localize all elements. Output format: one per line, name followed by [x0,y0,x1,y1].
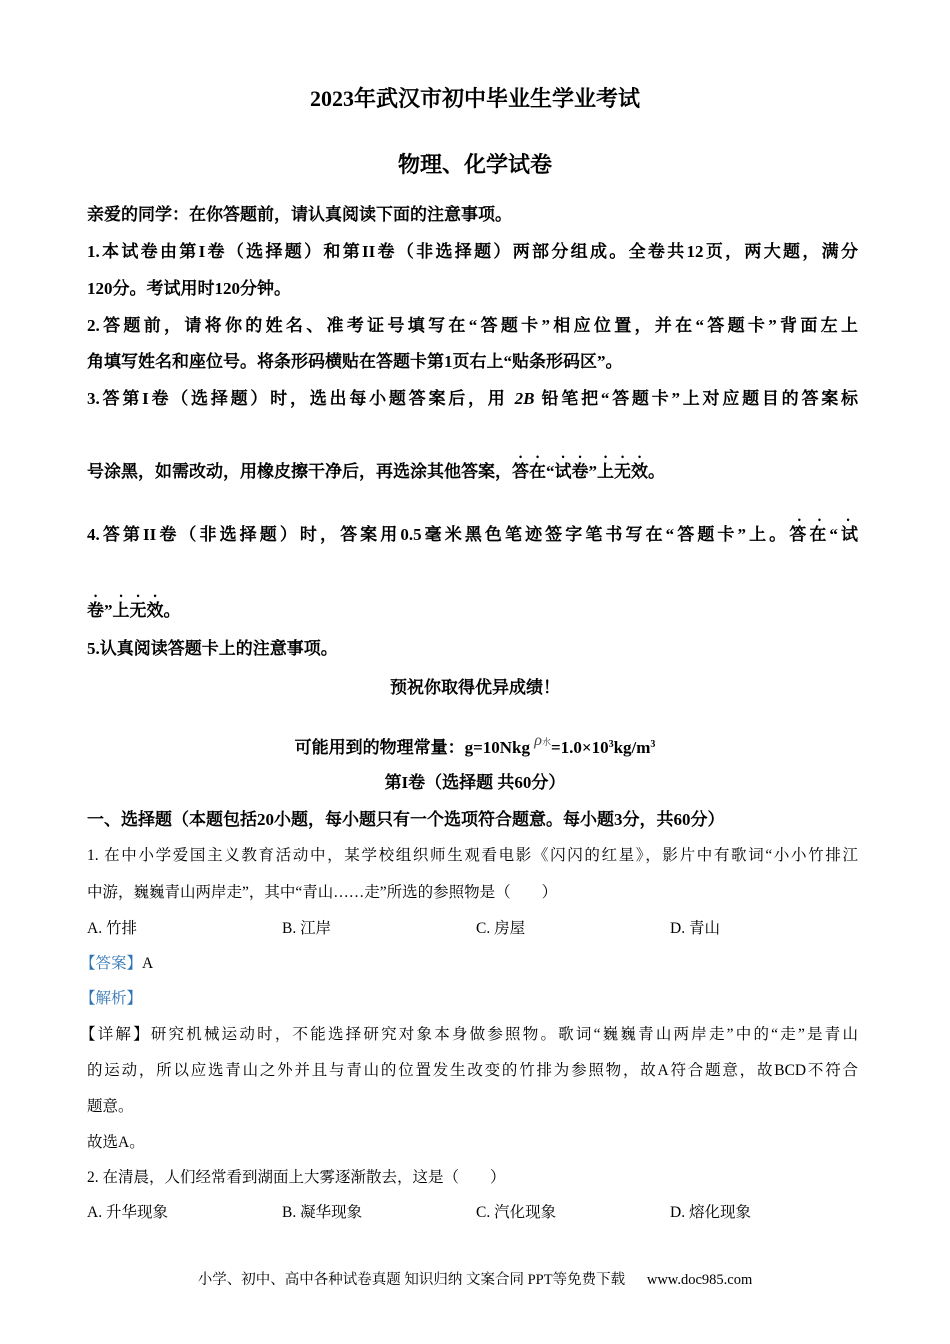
rho: ρ [534,732,542,749]
physics-constants [0,730,950,759]
rho-subscript: 水 [541,737,551,747]
q1-option-b: B. 江岸 [282,920,332,937]
section-title: 第I卷（选择题 共60分） [384,773,566,792]
text: 号涂黑，如需改动，用橡皮擦干净后，再选涂其他答案， [87,462,512,481]
text: 3.答第I卷（选择题）时，选出每小题答案后，用 [87,389,508,408]
q1-detail-end: 题意。 [87,1098,134,1115]
answer-value: A [142,955,154,972]
detail-label: 【详解】 [80,1026,151,1043]
wish-text: 预祝你取得优异成绩！ [390,678,560,697]
exam-subtitle: 物理、化学试卷 [397,152,552,177]
question-2-stem: 2. 在清晨，人们经常看到湖面上大雾逐渐散去，这是（ ） [87,1169,506,1186]
q1-option-d: D. 青山 [670,920,720,937]
exponent: 3 [608,739,614,750]
q1-detail [80,1024,858,1046]
rho-symbol [534,732,551,749]
exam-title: 2023年武汉市初中毕业生学业考试 [309,86,640,111]
page-footer [0,1268,950,1289]
question-1-stem: 1. 在中小学爱国主义教育活动中，某学校组织师生观看电影《闪闪的红星》，影片中有歌词“小小竹排江 [87,847,858,864]
notice-item-3 [87,388,858,410]
footer-url: www.doc985.com [646,1272,753,1288]
notice-item-2-cont: 角填写姓名和座位号。将条形码横贴在答题卡第1页右上“贴条形码区”。 [87,352,623,371]
pencil-grade: 2B [514,389,535,408]
question-1-stem-cont: 中游，巍巍青山两岸走”，其中“青山……走”所选的参照物是（ ） [87,884,558,901]
q2-option-a: A. 升华现象 [87,1204,168,1221]
notice-item-2: 2.答题前，请将你的姓名、准考证号填写在“答题卡”相应位置，并在“答题卡”背面左上 [87,316,858,335]
notice-item-3-cont [87,452,665,483]
notice-item-4-cont [87,591,181,622]
q1-conclusion: 故选A。 [87,1134,145,1151]
footer-text: 小学、初中、高中各种试卷真题 知识归纳 文案合同 PPT等免费下载 [197,1272,626,1288]
part-title: 一、选择题（本题包括20小题，每小题只有一个选项符合题意。每小题3分，共60分） [87,810,725,829]
emphasis-text: 答在“试 [789,525,859,544]
exponent: 3 [650,739,656,750]
q2-option-b: B. 凝华现象 [282,1204,363,1221]
q2-option-c: C. 汽化现象 [476,1204,557,1221]
text: kg/m [613,738,651,757]
q1-analysis-label: 【解析】 [80,990,143,1007]
notice-item-1: 1.本试卷由第I卷（选择题）和第II卷（非选择题）两部分组成。全卷共12页，两大题，满分 [87,242,858,261]
text: 研究机械运动时，不能选择研究对象本身做参照物。歌词“巍巍青山两岸走”中的“走”是青山 [150,1026,858,1043]
q2-option-d: D. 熔化现象 [670,1204,751,1221]
text: =1.0×10 [550,738,609,757]
q1-option-c: C. 房屋 [476,920,526,937]
notice-item-1-cont: 120分。考试用时120分钟。 [87,279,291,298]
notice-item-4 [87,515,858,546]
text: 铅笔把“答题卡”上对应题目的答案标 [541,389,859,408]
text: 。 [163,601,181,620]
q1-detail-cont: 的运动，所以应选青山之外并且与青山的位置发生改变的竹排为参照物，故A符合题意，故BCD不符合 [87,1062,858,1079]
text: 。 [648,462,665,481]
text: 4.答第II卷（非选择题）时，答案用0.5毫米黑色笔迹签字笔书写在“答题卡”上。 [87,525,790,544]
answer-label: 【答案】 [80,955,143,972]
q1-answer [80,953,153,975]
notice-item-5: 5.认真阅读答题卡上的注意事项。 [87,639,338,658]
q1-option-a: A. 竹排 [87,920,137,937]
text: 可能用到的物理常量：g=10Nkg [294,738,535,757]
emphasis-text: 卷”上无效 [87,601,164,620]
notice-intro: 亲爱的同学：在你答题前，请认真阅读下面的注意事项。 [87,205,512,224]
emphasis-text: 答在“试卷”上无效 [512,462,648,481]
